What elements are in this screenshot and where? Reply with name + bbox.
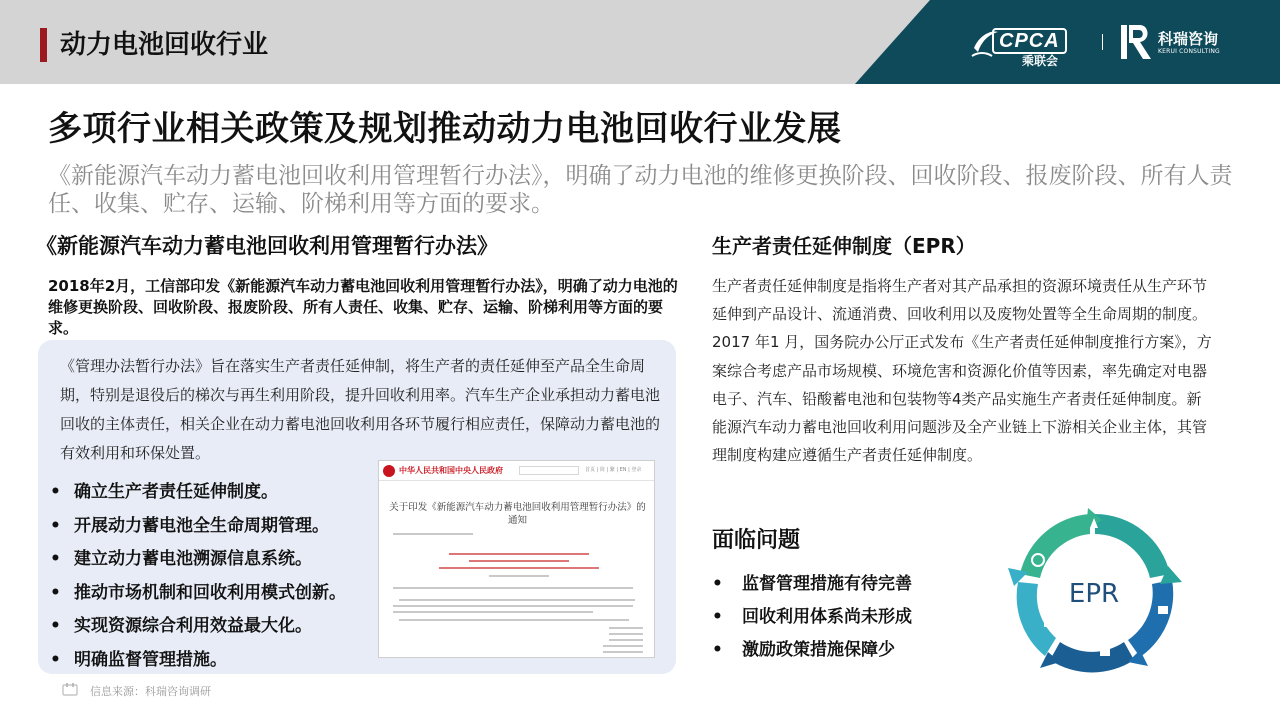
doc-text-line: [603, 645, 643, 647]
bullet-icon: •: [50, 549, 61, 569]
list-item-text: 明确监督管理措施。: [74, 649, 227, 670]
kerui-logo-english: KERUI CONSULTING: [1158, 48, 1220, 55]
cart-icon: [1100, 648, 1110, 656]
doc-text-line: [439, 567, 599, 569]
doc-text-line: [469, 560, 569, 562]
epr-ring-segment: [1095, 514, 1170, 578]
doc-text-line: [393, 605, 633, 607]
doc-text-line: [609, 639, 643, 641]
list-item: [712, 634, 912, 667]
doc-text-line: [449, 553, 589, 555]
list-item-text: 激励政策措施保障少: [742, 640, 895, 660]
bullet-icon: •: [712, 607, 723, 627]
source-icon: [62, 682, 78, 696]
doc-title: 关于印发《新能源汽车动力蓄电池回收利用管理暂行办法》的通知: [389, 502, 646, 526]
doc-text-line: [609, 633, 643, 635]
doc-text-line: [489, 575, 549, 577]
epr-paragraph-1: 生产者责任延伸制度是指将生产者对其产品承担的资源环境责任从生产环节延伸到产品设计、流通消费、回收利用以及废物处置等全生命周期的制度。: [712, 277, 1208, 324]
list-item: [50, 510, 346, 544]
bullet-icon: •: [50, 649, 61, 670]
epr-ring-segment: [1128, 580, 1173, 657]
doc-text-line: [399, 599, 635, 601]
list-item: [50, 577, 346, 611]
bullet-icon: •: [50, 515, 61, 536]
page-subtitle: 《新能源汽车动力蓄电池回收利用管理暂行办法》，明确了动力电池的维修更换阶段、回收阶段、报废阶段、所有人责任、收集、贮存、运输、阶梯利用等方面的要求。: [48, 163, 1233, 217]
doc-text-line: [399, 619, 629, 621]
issues-list: [712, 568, 912, 667]
left-intro: 2018年2月，工信部印发《新能源汽车动力蓄电池回收利用管理暂行办法》，明确了动力电池的维修更换阶段、回收阶段、报废阶段、所有人责任、收集、贮存、运输、阶梯利用等方面的要求。: [48, 277, 678, 337]
epr-center-label: EPR: [1068, 579, 1120, 609]
measures-list: [50, 476, 346, 677]
epr-ring-segment: [1050, 642, 1134, 672]
panel-paragraph: 《管理办法暂行办法》旨在落实生产者责任延伸制，将生产者的责任延伸至产品全生命周期，特别是退役后的梯次与再生利用阶段，提升回收利用率。汽车生产企业承担动力蓄电池回收的主体责任，相关企业在动力蓄电池回收利用各环节履行相应责任，保障动力蓄电池的有效利用和环保处置。: [60, 357, 661, 462]
bullet-icon: •: [712, 574, 723, 594]
national-emblem-icon: [383, 465, 395, 477]
epr-description: [712, 272, 1212, 469]
factory-icon: [1158, 606, 1168, 614]
doc-text-line: [609, 627, 643, 629]
list-item: [50, 610, 346, 644]
section-accent-bar: [40, 28, 47, 62]
doc-text-line: [393, 611, 593, 613]
doc-search-box: [519, 466, 579, 475]
epr-heading: 生产者责任延伸制度（EPR）: [712, 234, 976, 258]
epr-paragraph-2: 2017 年1 月，国务院办公厅正式发布《生产者责任延伸制度推行方案》，方案综合考虑产品市场规模、环境危害和资源化价值等因素，率先确定对电器电子、汽车、铅酸蓄电池和包装物等4类产品实施生产者责任延伸制度。新能源汽车动力蓄电池回收利用问题涉及全产业链上下游相关企业主体，其管理制度构建应遵循生产者责任延伸制度。: [712, 333, 1212, 465]
kerui-logo-name: 科瑞咨询: [1158, 30, 1219, 48]
list-item-text: 推动市场机制和回收利用模式创新。: [74, 582, 346, 603]
list-item-text: 监督管理措施有待完善: [742, 574, 912, 594]
doc-text-line: [603, 651, 643, 653]
list-item-text: 建立动力蓄电池溯源信息系统。: [74, 549, 312, 569]
left-heading: 《新能源汽车动力蓄电池回收利用管理暂行办法》: [36, 234, 498, 258]
logo-divider: [1102, 34, 1103, 50]
policy-document-image: [378, 460, 655, 658]
bullet-icon: •: [50, 582, 61, 603]
cpca-logo: [970, 24, 1090, 68]
cpca-logo-text: CPCA: [992, 28, 1067, 54]
doc-site-header: [379, 461, 654, 481]
doc-text-line: [393, 533, 473, 535]
bullet-icon: •: [50, 482, 61, 502]
list-item-text: 回收利用体系尚未形成: [742, 607, 912, 627]
epr-cycle-diagram: [990, 502, 1200, 680]
page-title: 多项行业相关政策及规划推动动力电池回收行业发展: [48, 109, 842, 149]
list-item: [712, 601, 912, 634]
bullet-icon: •: [712, 640, 723, 660]
section-title: 动力电池回收行业: [60, 30, 269, 60]
list-item: [50, 644, 346, 678]
epr-ring-segment: [1017, 582, 1056, 656]
list-item: [50, 543, 346, 577]
list-item: [712, 568, 912, 601]
epr-ring-segment: [1020, 514, 1090, 578]
list-item: [50, 476, 346, 510]
doc-nav: 首页 | 简 | 繁 | EN | 登录: [585, 467, 642, 473]
doc-site-name: 中华人民共和国中央人民政府: [399, 466, 503, 475]
truck-icon: [1044, 620, 1056, 627]
doc-text-line: [393, 587, 633, 589]
bullet-icon: •: [50, 616, 61, 636]
list-item-text: 确立生产者责任延伸制度。: [74, 482, 278, 502]
list-item-text: 实现资源综合利用效益最大化。: [74, 616, 312, 636]
list-item-text: 开展动力蓄电池全生命周期管理。: [74, 515, 329, 536]
cpca-logo-sub: 乘联会: [1022, 54, 1059, 68]
kerui-logo-icon: [1118, 22, 1154, 62]
issues-heading: 面临问题: [712, 528, 801, 553]
source-note: 信息来源：科瑞咨询调研: [90, 685, 211, 698]
